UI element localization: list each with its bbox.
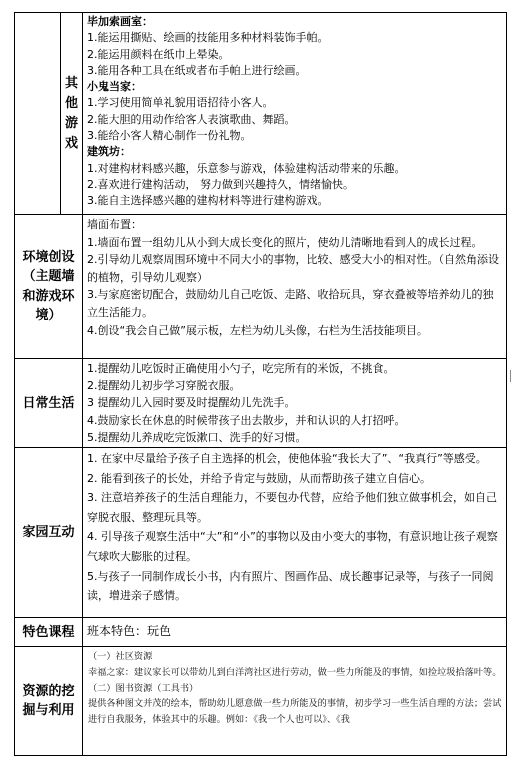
list-item: 1.对建构材料感兴趣，乐意参与游戏，体验建构活动带来的乐趣。	[87, 161, 406, 175]
row-environment	[15, 215, 507, 359]
section-title: 墙面布置：	[87, 218, 142, 231]
list-item: 3.能给小客人精心制作一份礼物。	[87, 129, 252, 143]
list-item: 1.学习使用简单礼貌用语招待小客人。	[87, 96, 274, 110]
list-item: 3. 注意培养孩子的生活自理能力，不要包办代替，应给予他们独立做事机会，如自己穿脱衣服、整理玩具等。	[87, 491, 497, 524]
home-interaction-content	[83, 448, 507, 618]
list-item: 2.喜欢进行建构活动， 努力做到兴趣持久，情绪愉快。	[87, 177, 354, 191]
list-item: 4.创设“我会自己做”展示板，左栏为幼儿头像，右栏为生活技能项目。	[87, 323, 428, 337]
list-item: 3.与家庭密切配合，鼓励幼儿自己吃饭、走路、收拾玩具，穿衣叠被等培养幼儿的独立生活能力。	[87, 288, 494, 319]
daily-life-content	[83, 359, 507, 448]
list-item: 3.能用各种工具在纸或者布手帕上进行绘画。	[87, 63, 307, 77]
list-item: 2.引导幼儿观察周围环境中不同大小的事物，比较、感受大小的相对性。（自然角添设的植物，引导幼儿观察）	[87, 253, 499, 284]
daily-life-label: 日常生活	[15, 359, 83, 448]
list-item: 1. 在家中尽量给予孩子自主选择的机会，使他体验“我长大了”、“我真行”等感受。	[87, 452, 487, 466]
section-title: （二）图书资源（工具书）	[88, 682, 199, 694]
list-item: 3.能自主选择感兴趣的建构材料等进行建构游戏。	[87, 194, 329, 208]
row-daily-life	[15, 359, 507, 448]
section-title: 毕加索画室：	[87, 15, 153, 28]
list-item: 3 提醒幼儿入园时要及时提醒幼儿先洗手。	[87, 396, 296, 410]
margin-marker	[510, 370, 517, 382]
special-course-content: 班本特色：玩色	[83, 618, 507, 647]
list-item: 幸福之家：建议家长可以带幼儿到白洋湾社区进行劳动，做一些力所能及的事情，如捡垃圾拾落叶等。	[88, 666, 502, 678]
list-item: 1.能运用撕贴、绘画的技能用多种材料装饰手帕。	[87, 31, 329, 45]
list-item: 1.墙面布置一组幼儿从小到大成长变化的照片，使幼儿清晰地看到人的成长过程。	[87, 235, 483, 249]
list-item: 2.提醒幼儿初步学习穿脱衣服。	[87, 379, 241, 393]
row-other-games	[15, 13, 507, 215]
other-games-content	[83, 13, 507, 215]
section-title: 建筑坊：	[87, 145, 131, 159]
list-item: 提供各种图文并茂的绘本，帮助幼儿愿意做一些力所能及的事情，初步学习一些生活自理的方法；尝试进行自我服务，体验其中的乐趣。例如：《我一个人也可以》、《我	[88, 698, 502, 726]
row-resources	[15, 647, 507, 756]
row-special-course	[15, 618, 507, 647]
other-games-label-cell	[15, 13, 83, 215]
resources-content	[83, 647, 507, 756]
plan-table	[14, 12, 507, 756]
list-item: 2.能大胆的用动作给客人表演歌曲、舞蹈。	[87, 112, 296, 126]
list-item: 5.与孩子一同制作成长小书，内有照片、图画作品、成长趣事记录等，与孩子一同阅读，增进亲子感情。	[87, 569, 494, 603]
special-course-label: 特色课程	[15, 618, 83, 647]
environment-label: 环境创设（主题墙和游戏环境）	[15, 215, 83, 359]
list-item: 4.鼓励家长在休息的时候带孩子出去散步，并和认识的人打招呼。	[87, 413, 406, 427]
row-home-interaction	[15, 448, 507, 618]
list-item: 5.提醒幼儿养成吃完饭漱口、洗手的好习惯。	[87, 430, 307, 444]
home-interaction-label: 家园互动	[15, 448, 83, 618]
resources-label: 资源的挖掘与利用	[15, 647, 83, 756]
section-title: 小鬼当家：	[87, 80, 142, 94]
list-item: 4. 引导孩子观察生活中“大”和“小”的事物以及由小变大的事物，有意识地让孩子观察气球吹大膨胀的过程。	[87, 530, 498, 563]
list-item: 2.能运用颜料在纸巾上晕染。	[87, 47, 230, 61]
section-title: （一）社区资源	[88, 651, 153, 663]
other-games-label: 其 他 游 戏	[64, 75, 78, 151]
list-item: 2. 能看到孩子的长处，并给予肯定与鼓励，从而帮助孩子建立自信心。	[87, 471, 431, 485]
environment-content	[83, 215, 507, 359]
list-item: 1.提醒幼儿吃饭时正确使用小勺子，吃完所有的米饭，不挑食。	[87, 362, 395, 375]
